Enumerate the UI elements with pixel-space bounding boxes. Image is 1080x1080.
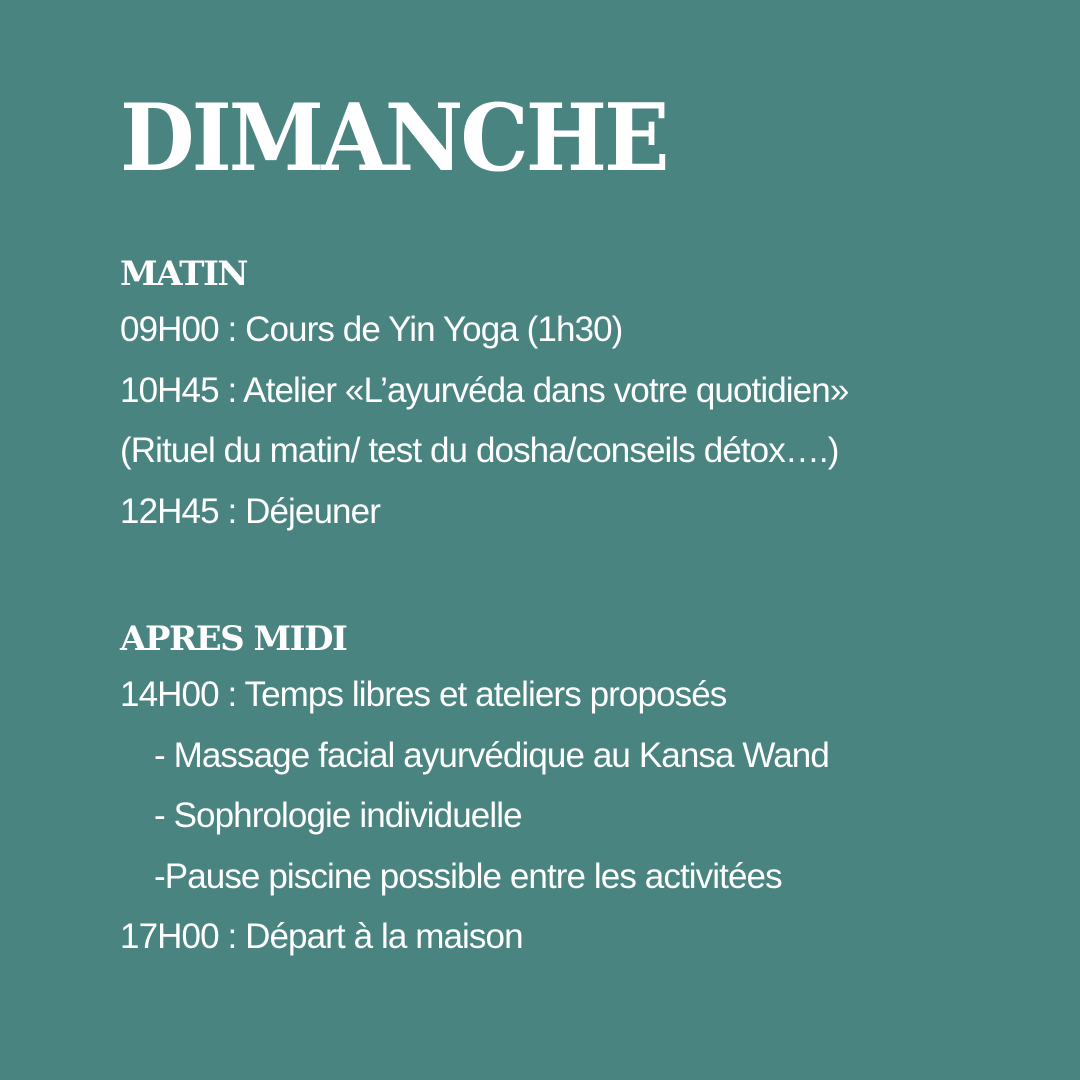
activity-item-sophrology: - Sophrologie individuelle — [154, 796, 522, 835]
schedule-line-workshop-details: (Rituel du matin/ test du dosha/conseils détox….) — [120, 431, 839, 470]
schedule-line-yin-yoga: 09H00 : Cours de Yin Yoga (1h30) — [120, 310, 623, 349]
afternoon-heading: APRES MIDI — [120, 619, 347, 659]
schedule-line-departure: 17H00 : Départ à la maison — [120, 917, 523, 956]
schedule-line-ayurveda-workshop: 10H45 : Atelier «L’ayurvéda dans votre quotidien» — [120, 370, 849, 410]
activity-item-pool-break: -Pause piscine possible entre les activitées — [154, 856, 782, 896]
schedule-line-free-time: 14H00 : Temps libres et ateliers proposés — [120, 675, 727, 714]
morning-section — [120, 248, 848, 542]
afternoon-section — [120, 613, 829, 968]
schedule-line-lunch: 12H45 : Déjeuner — [120, 491, 380, 531]
page-title: DIMANCHE — [120, 83, 667, 193]
activity-item-facial-massage: - Massage facial ayurvédique au Kansa Wand — [154, 735, 829, 775]
morning-heading: MATIN — [120, 254, 247, 294]
